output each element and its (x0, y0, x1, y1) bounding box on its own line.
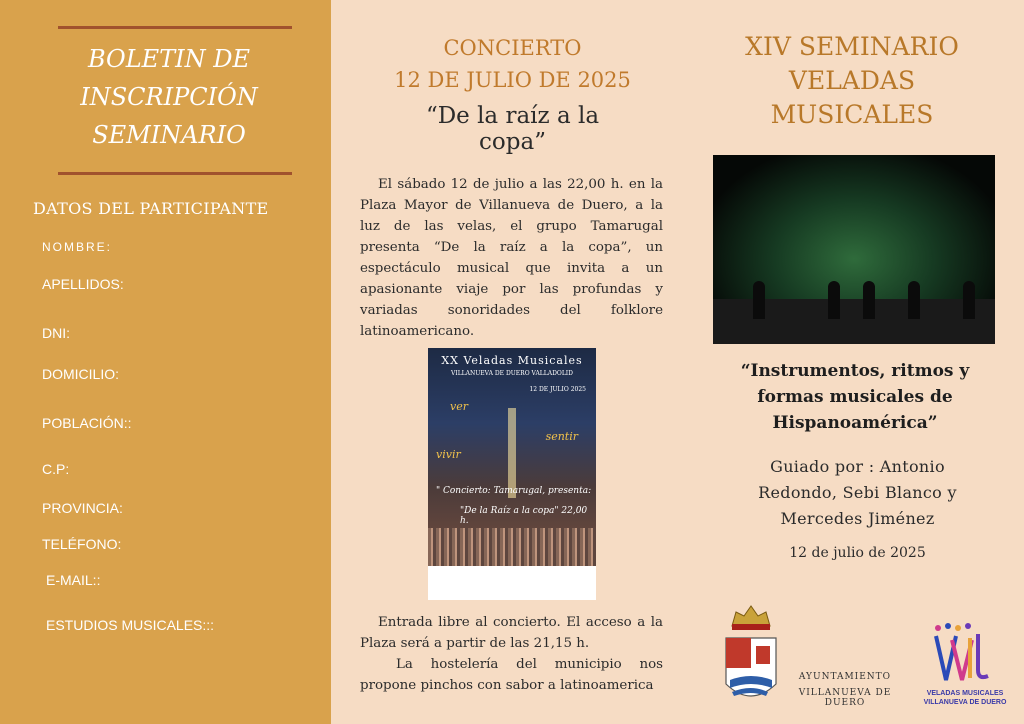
entry-info: Entrada libre al concierto. El acceso a la Plaza será a partir de las 21,15 h. (360, 615, 663, 651)
field-cp: C.P: (42, 461, 70, 477)
concert-stage-photo (713, 155, 995, 344)
logo-caption-town: VILLANUEVA DE DUERO (923, 699, 1007, 706)
field-estudios-musicales: ESTUDIOS MUSICALES::: (46, 617, 215, 633)
concert-date-heading: 12 DE JULIO DE 2025 (394, 68, 631, 92)
divider-bottom (58, 172, 292, 175)
poster-title: XX Veladas Musicales (441, 354, 583, 367)
concert-title-line-1: “De la raíz a la (425, 103, 600, 129)
seminar-title-line-3: MUSICALES (770, 100, 934, 129)
musician-silhouette (863, 281, 875, 319)
field-poblacion: POBLACIÓN:: (42, 415, 132, 431)
concert-title-line-2: copa” (479, 129, 546, 155)
ayuntamiento-label: AYUNTAMIENTO (798, 672, 892, 682)
field-apellidos: APELLIDOS: (42, 276, 124, 292)
poster-crowd-image (428, 528, 596, 568)
poster-subtitle: VILLANUEVA DE DUERO VALLADOLID (450, 370, 573, 377)
seminar-subtitle-line-2: formas musicales de (757, 387, 953, 407)
poster-title-line: "De la Raíz a la copa" 22,00 h. (460, 506, 588, 526)
field-email: E-MAIL:: (46, 572, 101, 588)
field-nombre: NOMBRE: (42, 240, 113, 254)
musician-silhouette (753, 281, 765, 319)
field-domicilio: DOMICILIO: (42, 366, 120, 382)
seminar-title-line-2: VELADAS (788, 66, 916, 95)
concert-title (400, 103, 625, 155)
poster-word-sentir: sentir (545, 430, 578, 443)
musician-silhouette (908, 281, 920, 319)
concert-description: El sábado 12 de julio a las 22,00 h. en la Plaza Mayor de Villanueva de Duero, a la luz de las velas, el grupo Tamarugal presenta “De la raíz a la copa”, un espectáculo musical que invita a un apasionante viaje por las profundas y variadas sonoridades del folklore latinoamericano. (360, 177, 663, 339)
participant-section-title: DATOS DEL PARTICIPANTE (33, 199, 269, 218)
poster-concert-line: " Concierto: Tamarugal, presenta: (436, 486, 592, 496)
seminar-title (710, 30, 994, 132)
concert-heading: CONCIERTO (443, 36, 582, 60)
field-telefono: TELÉFONO: (42, 536, 122, 552)
hospitality-info: La hostelería del municipio nos propone pinchos con sabor a latinoamerica (360, 657, 663, 693)
guides-line-1: Guiado por : Antonio (770, 457, 945, 476)
registration-title-line-2: INSCRIPCIÓN (80, 83, 258, 111)
musician-silhouette (828, 281, 840, 319)
seminar-subtitle-line-3: Hispanoamérica” (772, 413, 938, 433)
divider-top (58, 26, 292, 29)
concert-poster (428, 348, 596, 600)
seminar-date: 12 de julio de 2025 (789, 545, 926, 561)
registration-title-line-1: BOLETIN DE (87, 45, 251, 73)
ayuntamiento-name: VILLANUEVA DE DUERO (798, 688, 892, 708)
guides-line-2: Redondo, Sebi Blanco y (758, 483, 957, 502)
poster-torch-graphic (508, 408, 516, 498)
registration-panel (0, 0, 331, 724)
guides-line-3: Mercedes Jiménez (780, 509, 935, 528)
veladas-musicales-logo-icon (928, 620, 1000, 692)
field-dni: DNI: (42, 325, 70, 341)
musician-silhouette (963, 281, 975, 319)
seminar-title-line-1: XIV SEMINARIO (745, 32, 959, 61)
seminar-guides (730, 454, 985, 532)
poster-word-ver: ver (450, 400, 468, 413)
registration-title (40, 40, 298, 154)
poster-date: 12 DE JULIO 2025 (529, 386, 586, 393)
coat-of-arms-icon (722, 604, 780, 710)
seminar-subtitle-line-1: “Instrumentos, ritmos y (740, 361, 970, 381)
poster-word-vivir: vivir (436, 448, 461, 461)
seminar-subtitle (715, 358, 995, 436)
logo-caption: VELADAS MUSICALES (926, 690, 1004, 697)
field-provincia: PROVINCIA: (42, 500, 123, 516)
registration-title-line-3: SEMINARIO (92, 121, 246, 149)
poster-sponsor-logos (428, 566, 596, 600)
